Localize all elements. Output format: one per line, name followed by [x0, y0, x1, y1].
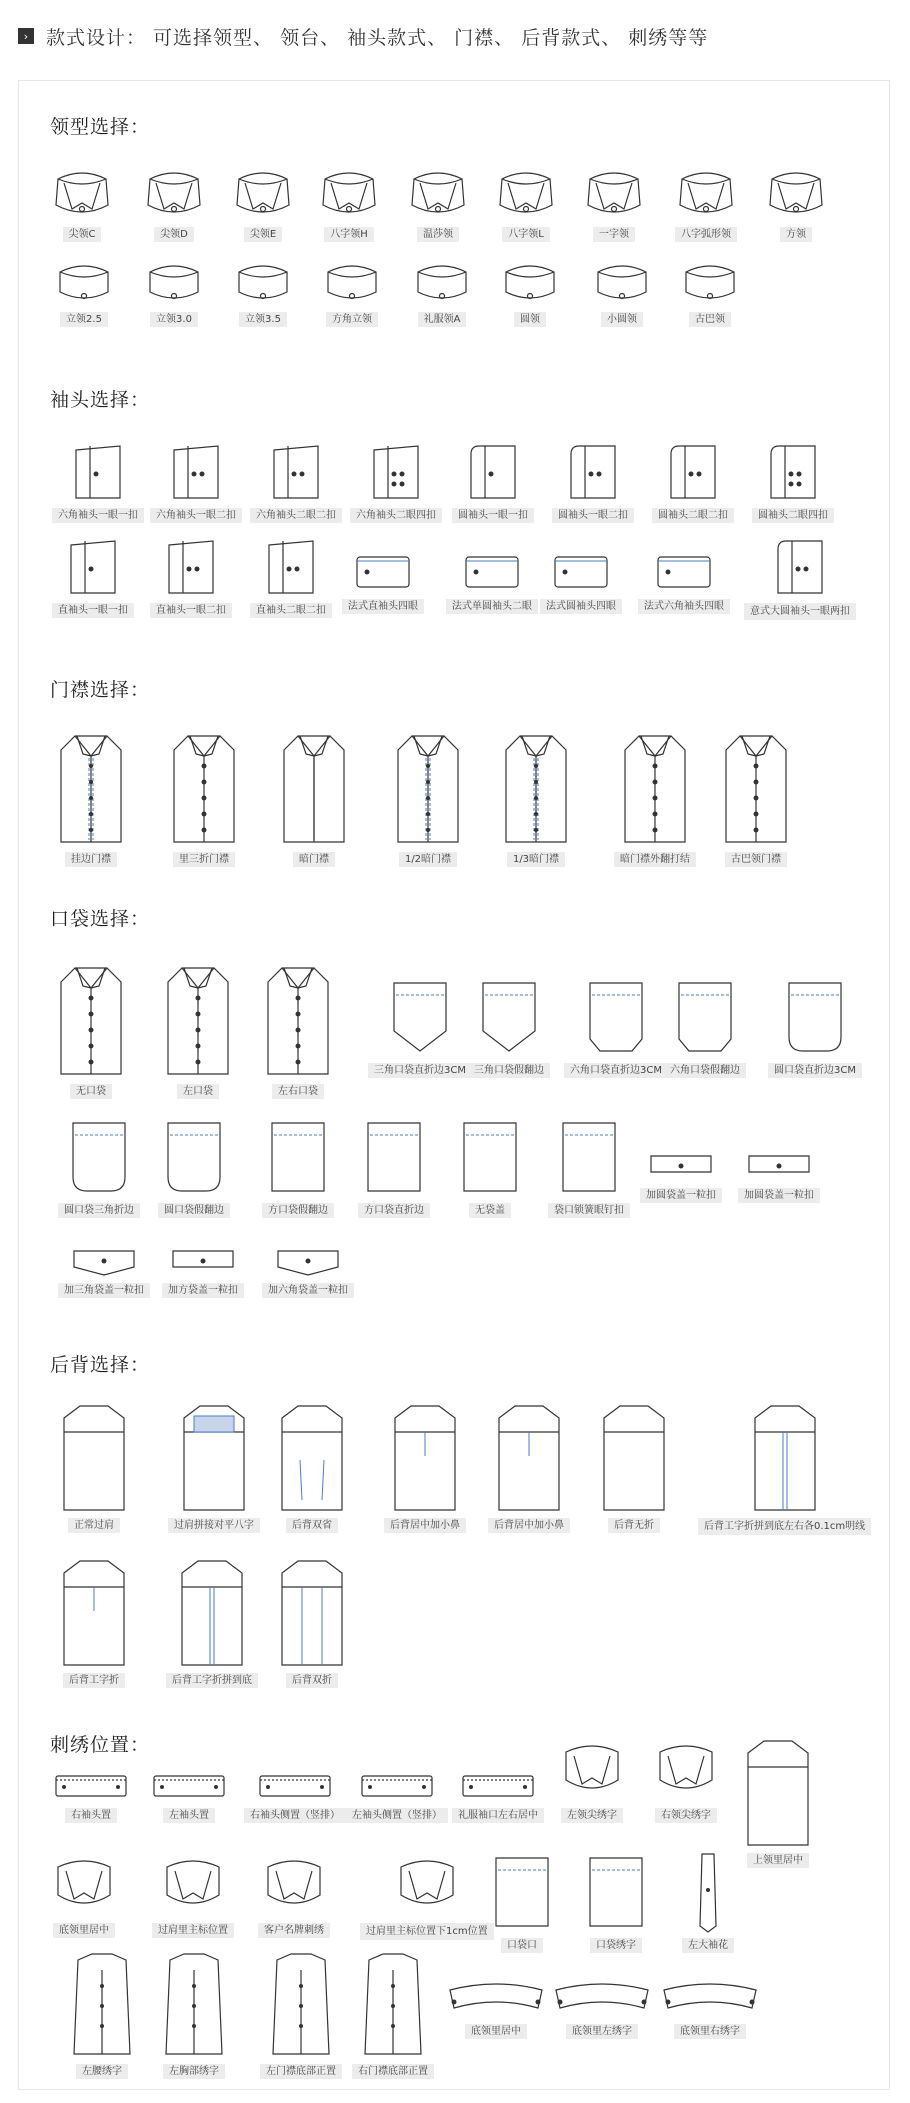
- pocket-illustration: [475, 975, 543, 1059]
- embroidery-illustration: [582, 1850, 650, 1934]
- collar-illustration: [320, 258, 384, 308]
- embroidery-option[interactable]: [150, 1770, 228, 1823]
- collar-option-label: 八字弧形领: [675, 227, 737, 242]
- embroidery-option-label: 底领里居中: [465, 2024, 527, 2039]
- pocket-option[interactable]: [548, 1115, 630, 1218]
- pocket-option[interactable]: [468, 975, 550, 1078]
- collar-option[interactable]: [494, 165, 558, 242]
- back-illustration: [58, 1555, 130, 1669]
- cuff-option[interactable]: [446, 545, 538, 614]
- collar-option[interactable]: [320, 258, 384, 327]
- back-illustration: [598, 1400, 670, 1514]
- collar-option[interactable]: [590, 258, 654, 327]
- embroidery-option[interactable]: [452, 1770, 544, 1823]
- embroidery-option[interactable]: [352, 1950, 434, 2079]
- collar-illustration: [590, 258, 654, 308]
- pocket-option[interactable]: [564, 975, 668, 1078]
- collar-illustration: [317, 165, 381, 223]
- pocket-illustration: [645, 1150, 717, 1184]
- embroidery-illustration: [658, 1980, 762, 2020]
- collar-option-label: 立领2.5: [60, 312, 108, 327]
- embroidery-option-label: 过肩里主标位置下1cm位置: [360, 1923, 494, 1940]
- cuff-illustration: [66, 440, 130, 504]
- cuff-option[interactable]: [150, 440, 242, 523]
- pocket-option[interactable]: [768, 975, 862, 1078]
- cuff-illustration: [458, 545, 526, 595]
- embroidery-option[interactable]: [550, 1980, 654, 2039]
- collar-illustration: [498, 258, 562, 308]
- placket-option-label: 里三折门襟: [173, 852, 235, 867]
- pocket-option-label: 六角口袋假翻边: [664, 1063, 746, 1078]
- pocket-option-label: 加三角袋盖一粒扣: [58, 1283, 150, 1298]
- cuff-illustration: [768, 535, 832, 599]
- pocket-option-label: 加圆袋盖一粒扣: [738, 1188, 820, 1203]
- cuff-option-label: 圆袖头一眼一扣: [452, 508, 534, 523]
- back-option[interactable]: [58, 1555, 130, 1688]
- pocket-option[interactable]: [162, 1245, 244, 1298]
- back-illustration: [176, 1555, 248, 1669]
- cuff-option-label: 直袖头一眼二扣: [150, 603, 232, 618]
- embroidery-option-label: 过肩里主标位置: [152, 1923, 234, 1938]
- placket-illustration: [720, 728, 792, 848]
- pocket-option-label: 圆口袋假翻边: [158, 1203, 230, 1218]
- collar-option-label: 尖领D: [154, 227, 194, 242]
- chevron-right-icon: ›: [18, 28, 34, 44]
- cuff-option[interactable]: [744, 535, 856, 620]
- pocket-option-label: 三角口袋假翻边: [468, 1063, 550, 1078]
- embroidery-illustration: [488, 1850, 556, 1934]
- cuff-option[interactable]: [342, 545, 424, 614]
- embroidery-option[interactable]: [52, 1770, 130, 1823]
- embroidery-option-label: 左门襟底部正置: [260, 2064, 342, 2079]
- cuff-option-label: 法式直袖头四眼: [342, 599, 424, 614]
- embroidery-illustration: [688, 1850, 728, 1934]
- pocket-option[interactable]: [368, 975, 472, 1078]
- placket-illustration: [392, 728, 464, 848]
- cuff-option-label: 圆袖头二眼四扣: [752, 508, 834, 523]
- embroidery-illustration: [654, 1740, 718, 1804]
- embroidery-option-label: 左袖头置: [163, 1808, 215, 1823]
- pocket-option-label: 左右口袋: [272, 1084, 324, 1099]
- pocket-option-label: 袋口锁簧眼钉扣: [548, 1203, 630, 1218]
- cuff-illustration: [650, 545, 718, 595]
- back-illustration: [493, 1400, 565, 1514]
- pocket-option[interactable]: [262, 1245, 354, 1298]
- back-option[interactable]: [384, 1400, 466, 1533]
- pocket-illustration: [671, 975, 739, 1059]
- back-illustration: [749, 1400, 821, 1514]
- collar-illustration: [582, 165, 646, 223]
- cuff-option[interactable]: [250, 440, 342, 523]
- embroidery-option-label: 左胸部绣字: [163, 2064, 225, 2079]
- cuff-option-label: 直袖头一眼一扣: [52, 603, 134, 618]
- embroidery-illustration: [459, 1770, 537, 1804]
- embroidery-illustration: [742, 1735, 814, 1849]
- cuff-illustration: [547, 545, 615, 595]
- pocket-illustration: [162, 960, 234, 1080]
- back-illustration: [276, 1400, 348, 1514]
- embroidery-option-label: 右袖头侧置（竖排）: [244, 1808, 346, 1823]
- cuff-option[interactable]: [540, 545, 622, 614]
- placket-section-title: 门襟选择：: [50, 679, 151, 701]
- pocket-option-label: 无口袋: [70, 1084, 112, 1099]
- collar-option[interactable]: [674, 165, 738, 242]
- pocket-option-label: 加圆袋盖一粒扣: [640, 1188, 722, 1203]
- collar-option-label: 小圆领: [601, 312, 643, 327]
- cuff-illustration: [561, 440, 625, 504]
- pocket-option-label: 三角口袋直折边3CM: [368, 1063, 472, 1078]
- embroidery-option[interactable]: [488, 1850, 556, 1953]
- embroidery-option-label: 口袋口: [501, 1938, 543, 1953]
- collar-illustration: [494, 165, 558, 223]
- cuff-option-label: 六角袖头二眼二扣: [250, 508, 342, 523]
- cuff-illustration: [164, 440, 228, 504]
- embroidery-option[interactable]: [260, 1950, 342, 2079]
- collar-option[interactable]: [498, 258, 562, 327]
- cuff-illustration: [364, 440, 428, 504]
- collar-option[interactable]: [317, 165, 381, 242]
- placket-option[interactable]: [500, 728, 572, 867]
- back-option-label: 后背工字折: [63, 1673, 125, 1688]
- embroidery-option[interactable]: [258, 1855, 330, 1938]
- pocket-illustration: [160, 1115, 228, 1199]
- pocket-option[interactable]: [358, 1115, 430, 1218]
- back-illustration: [389, 1400, 461, 1514]
- collar-illustration: [674, 165, 738, 223]
- back-option[interactable]: [58, 1400, 130, 1533]
- pocket-section-title: 口袋选择：: [50, 908, 151, 930]
- pocket-option[interactable]: [262, 960, 334, 1099]
- placket-illustration: [55, 728, 127, 848]
- pocket-illustration: [65, 1115, 133, 1199]
- collar-option-label: 方领: [780, 227, 812, 242]
- embroidery-option-label: 左袖头侧置（竖排）: [346, 1808, 448, 1823]
- pocket-illustration: [262, 960, 334, 1080]
- embroidery-option-label: 右袖头置: [65, 1808, 117, 1823]
- back-option-label: 后背双省: [286, 1518, 338, 1533]
- back-illustration: [58, 1400, 130, 1514]
- cuff-illustration: [61, 535, 125, 599]
- collar-option[interactable]: [764, 165, 828, 242]
- cuff-option-label: 六角袖头一眼二扣: [150, 508, 242, 523]
- cuff-option[interactable]: [350, 440, 442, 523]
- embroidery-option[interactable]: [346, 1770, 448, 1823]
- back-option[interactable]: [598, 1400, 670, 1533]
- cuff-option-label: 法式六角袖头四眼: [638, 599, 730, 614]
- cuff-option-label: 法式单圆袖头二眼: [446, 599, 538, 614]
- collar-option-label: 方角立领: [326, 312, 378, 327]
- back-option-label: 过肩拼接对平八字: [168, 1518, 260, 1533]
- collar-illustration: [142, 258, 206, 308]
- pocket-illustration: [167, 1245, 239, 1279]
- collar-illustration: [764, 165, 828, 223]
- embroidery-option[interactable]: [582, 1850, 650, 1953]
- collar-option-label: 八字领H: [324, 227, 374, 242]
- placket-option[interactable]: [278, 728, 350, 867]
- embroidery-illustration: [161, 1855, 225, 1919]
- cuff-option[interactable]: [250, 535, 332, 618]
- collar-option-label: 礼服领A: [418, 312, 467, 327]
- embroidery-illustration: [444, 1980, 548, 2020]
- collar-option[interactable]: [231, 165, 295, 242]
- pocket-illustration: [360, 1115, 428, 1199]
- back-option-label: 后背双折: [286, 1673, 338, 1688]
- pocket-illustration: [386, 975, 454, 1059]
- pocket-option-label: 六角口袋直折边3CM: [564, 1063, 668, 1078]
- pocket-option[interactable]: [55, 960, 127, 1099]
- back-option[interactable]: [168, 1400, 260, 1533]
- collar-illustration: [231, 165, 295, 223]
- collar-illustration: [231, 258, 295, 308]
- embroidery-option[interactable]: [360, 1855, 494, 1940]
- cuff-option[interactable]: [652, 440, 734, 523]
- embroidery-option[interactable]: [560, 1740, 624, 1823]
- back-illustration: [178, 1400, 250, 1514]
- placket-option[interactable]: [392, 728, 464, 867]
- back-option[interactable]: [276, 1400, 348, 1533]
- placket-option[interactable]: [614, 728, 696, 867]
- pocket-option-label: 加六角袋盖一粒扣: [262, 1283, 354, 1298]
- embroidery-illustration: [256, 1770, 334, 1804]
- embroidery-option[interactable]: [152, 1855, 234, 1938]
- embroidery-option-label: 客户名牌刺绣: [258, 1923, 330, 1938]
- cuff-option[interactable]: [552, 440, 634, 523]
- collar-option[interactable]: [582, 165, 646, 242]
- pocket-option-label: 无袋盖: [469, 1203, 511, 1218]
- cuff-option[interactable]: [52, 440, 144, 523]
- pocket-illustration: [781, 975, 849, 1059]
- pocket-option[interactable]: [58, 1115, 140, 1218]
- embroidery-illustration: [395, 1855, 459, 1919]
- collar-option-label: 一字领: [593, 227, 635, 242]
- placket-illustration: [500, 728, 572, 848]
- embroidery-option[interactable]: [70, 1950, 134, 2079]
- embroidery-option-label: 右门襟底部正置: [352, 2064, 434, 2079]
- cuff-option-label: 圆袖头二眼二扣: [652, 508, 734, 523]
- pocket-option[interactable]: [738, 1150, 820, 1203]
- cuff-option[interactable]: [150, 535, 232, 618]
- embroidery-option-label: 底领里居中: [53, 1923, 115, 1938]
- pocket-option[interactable]: [162, 960, 234, 1099]
- collar-illustration: [142, 165, 206, 223]
- embroidery-illustration: [560, 1740, 624, 1804]
- collar-option[interactable]: [678, 258, 742, 327]
- collar-option-label: 八字领L: [502, 227, 550, 242]
- embroidery-illustration: [358, 1770, 436, 1804]
- collar-option[interactable]: [410, 258, 474, 327]
- embroidery-option-label: 口袋绣字: [590, 1938, 642, 1953]
- embroidery-option-label: 右领尖绣字: [655, 1808, 717, 1823]
- cuff-option[interactable]: [638, 545, 730, 614]
- embroidery-illustration: [150, 1770, 228, 1804]
- embroidery-option-label: 底领里左绣字: [566, 2024, 638, 2039]
- back-option-label: 后背无折: [608, 1518, 660, 1533]
- collar-option-label: 圆领: [514, 312, 546, 327]
- pocket-option-label: 圆口袋直折边3CM: [768, 1063, 862, 1078]
- pocket-option[interactable]: [664, 975, 746, 1078]
- cuff-option-label: 六角袖头二眼四扣: [350, 508, 442, 523]
- embroidery-option-label: 左大袖花: [682, 1938, 734, 1953]
- collar-option-label: 温莎领: [417, 227, 459, 242]
- pocket-illustration: [55, 960, 127, 1080]
- cuff-option[interactable]: [452, 440, 534, 523]
- placket-option[interactable]: [720, 728, 792, 867]
- header-title: 款式设计： 可选择领型、 领台、 袖头款式、 门襟、 后背款式、 刺绣等等: [46, 26, 709, 49]
- placket-option-label: 暗门襟: [293, 852, 335, 867]
- cuff-illustration: [661, 440, 725, 504]
- collar-option-label: 尖领E: [244, 227, 282, 242]
- pocket-option[interactable]: [58, 1245, 150, 1298]
- placket-option-label: 暗门襟外翻打结: [614, 852, 696, 867]
- page-header: [18, 22, 708, 50]
- back-illustration: [276, 1555, 348, 1669]
- embroidery-option[interactable]: [654, 1740, 718, 1823]
- embroidery-option-label: 左腰绣字: [76, 2064, 128, 2079]
- back-option[interactable]: [488, 1400, 570, 1533]
- embroidery-illustration: [70, 1950, 134, 2060]
- placket-option[interactable]: [55, 728, 127, 867]
- pocket-illustration: [264, 1115, 332, 1199]
- cuff-option-label: 意式大圆袖头一眼两扣: [744, 603, 856, 620]
- embroidery-option[interactable]: [742, 1735, 814, 1868]
- collar-illustration: [410, 258, 474, 308]
- embroidery-option[interactable]: [244, 1770, 346, 1823]
- cuff-option-label: 圆袖头一眼二扣: [552, 508, 634, 523]
- placket-option-label: 1/2暗门襟: [399, 852, 457, 867]
- cuff-option-label: 法式圆袖头四眼: [540, 599, 622, 614]
- embroidery-option[interactable]: [444, 1980, 548, 2039]
- collar-section-title: 领型选择：: [50, 116, 151, 138]
- placket-illustration: [619, 728, 691, 848]
- cuff-option-label: 六角袖头一眼一扣: [52, 508, 144, 523]
- embroidery-illustration: [269, 1950, 333, 2060]
- placket-illustration: [278, 728, 350, 848]
- back-option-label: 后背居中加小鼻: [488, 1518, 570, 1533]
- cuff-illustration: [159, 535, 223, 599]
- embroidery-option[interactable]: [162, 1950, 226, 2079]
- back-section-title: 后背选择：: [50, 1354, 151, 1376]
- embroidery-section-title: 刺绣位置：: [50, 1734, 151, 1756]
- cuff-option-label: 直袖头二眼二扣: [250, 603, 332, 618]
- placket-option-label: 1/3暗门襟: [507, 852, 565, 867]
- embroidery-option-label: 左领尖绣字: [561, 1808, 623, 1823]
- collar-illustration: [50, 165, 114, 223]
- cuff-illustration: [264, 440, 328, 504]
- pocket-option[interactable]: [262, 1115, 334, 1218]
- pocket-option-label: 左口袋: [177, 1084, 219, 1099]
- pocket-option[interactable]: [456, 1115, 524, 1218]
- pocket-illustration: [555, 1115, 623, 1199]
- cuff-illustration: [259, 535, 323, 599]
- collar-option-label: 立领3.5: [239, 312, 287, 327]
- back-option[interactable]: [276, 1555, 348, 1688]
- cuff-illustration: [761, 440, 825, 504]
- collar-option-label: 尖领C: [63, 227, 102, 242]
- collar-option[interactable]: [52, 258, 116, 327]
- embroidery-illustration: [52, 1855, 116, 1919]
- embroidery-option-label: 礼服袖口左右居中: [452, 1808, 544, 1823]
- cuff-option[interactable]: [752, 440, 834, 523]
- collar-option[interactable]: [142, 165, 206, 242]
- collar-option-label: 立领3.0: [150, 312, 198, 327]
- placket-option-label: 挂边门襟: [65, 852, 117, 867]
- pocket-option[interactable]: [158, 1115, 230, 1218]
- collar-option-label: 古巴领: [689, 312, 731, 327]
- embroidery-illustration: [52, 1770, 130, 1804]
- embroidery-option[interactable]: [682, 1850, 734, 1953]
- pocket-illustration: [456, 1115, 524, 1199]
- collar-illustration: [52, 258, 116, 308]
- pocket-illustration: [743, 1150, 815, 1184]
- back-option-label: 正常过肩: [68, 1518, 120, 1533]
- embroidery-illustration: [550, 1980, 654, 2020]
- collar-illustration: [678, 258, 742, 308]
- pocket-option-label: 加方袋盖一粒扣: [162, 1283, 244, 1298]
- pocket-option-label: 圆口袋三角折边: [58, 1203, 140, 1218]
- pocket-illustration: [68, 1245, 140, 1279]
- pocket-illustration: [582, 975, 650, 1059]
- pocket-illustration: [272, 1245, 344, 1279]
- collar-option[interactable]: [142, 258, 206, 327]
- collar-option[interactable]: [50, 165, 114, 242]
- cuff-illustration: [349, 545, 417, 595]
- cuff-option[interactable]: [52, 535, 134, 618]
- cuff-section-title: 袖头选择：: [50, 389, 151, 411]
- embroidery-illustration: [162, 1950, 226, 2060]
- embroidery-option[interactable]: [658, 1980, 762, 2039]
- back-option-label: 后背居中加小鼻: [384, 1518, 466, 1533]
- placket-illustration: [168, 728, 240, 848]
- back-option-label: 后背工字折拼到底左右各0.1cm明线: [698, 1518, 871, 1535]
- collar-option[interactable]: [231, 258, 295, 327]
- collar-illustration: [406, 165, 470, 223]
- embroidery-illustration: [262, 1855, 326, 1919]
- collar-option[interactable]: [406, 165, 470, 242]
- cuff-illustration: [461, 440, 525, 504]
- back-option-label: 后背工字折拼到底: [166, 1673, 258, 1688]
- embroidery-option-label: 上领里居中: [747, 1853, 809, 1868]
- back-option[interactable]: [698, 1400, 871, 1535]
- embroidery-illustration: [361, 1950, 425, 2060]
- embroidery-option-label: 底领里右绣字: [674, 2024, 746, 2039]
- pocket-option[interactable]: [640, 1150, 722, 1203]
- pocket-option-label: 方口袋直折边: [358, 1203, 430, 1218]
- embroidery-option[interactable]: [52, 1855, 116, 1938]
- placket-option-label: 古巴领门襟: [725, 852, 787, 867]
- back-option[interactable]: [166, 1555, 258, 1688]
- placket-option[interactable]: [168, 728, 240, 867]
- pocket-option-label: 方口袋假翻边: [262, 1203, 334, 1218]
